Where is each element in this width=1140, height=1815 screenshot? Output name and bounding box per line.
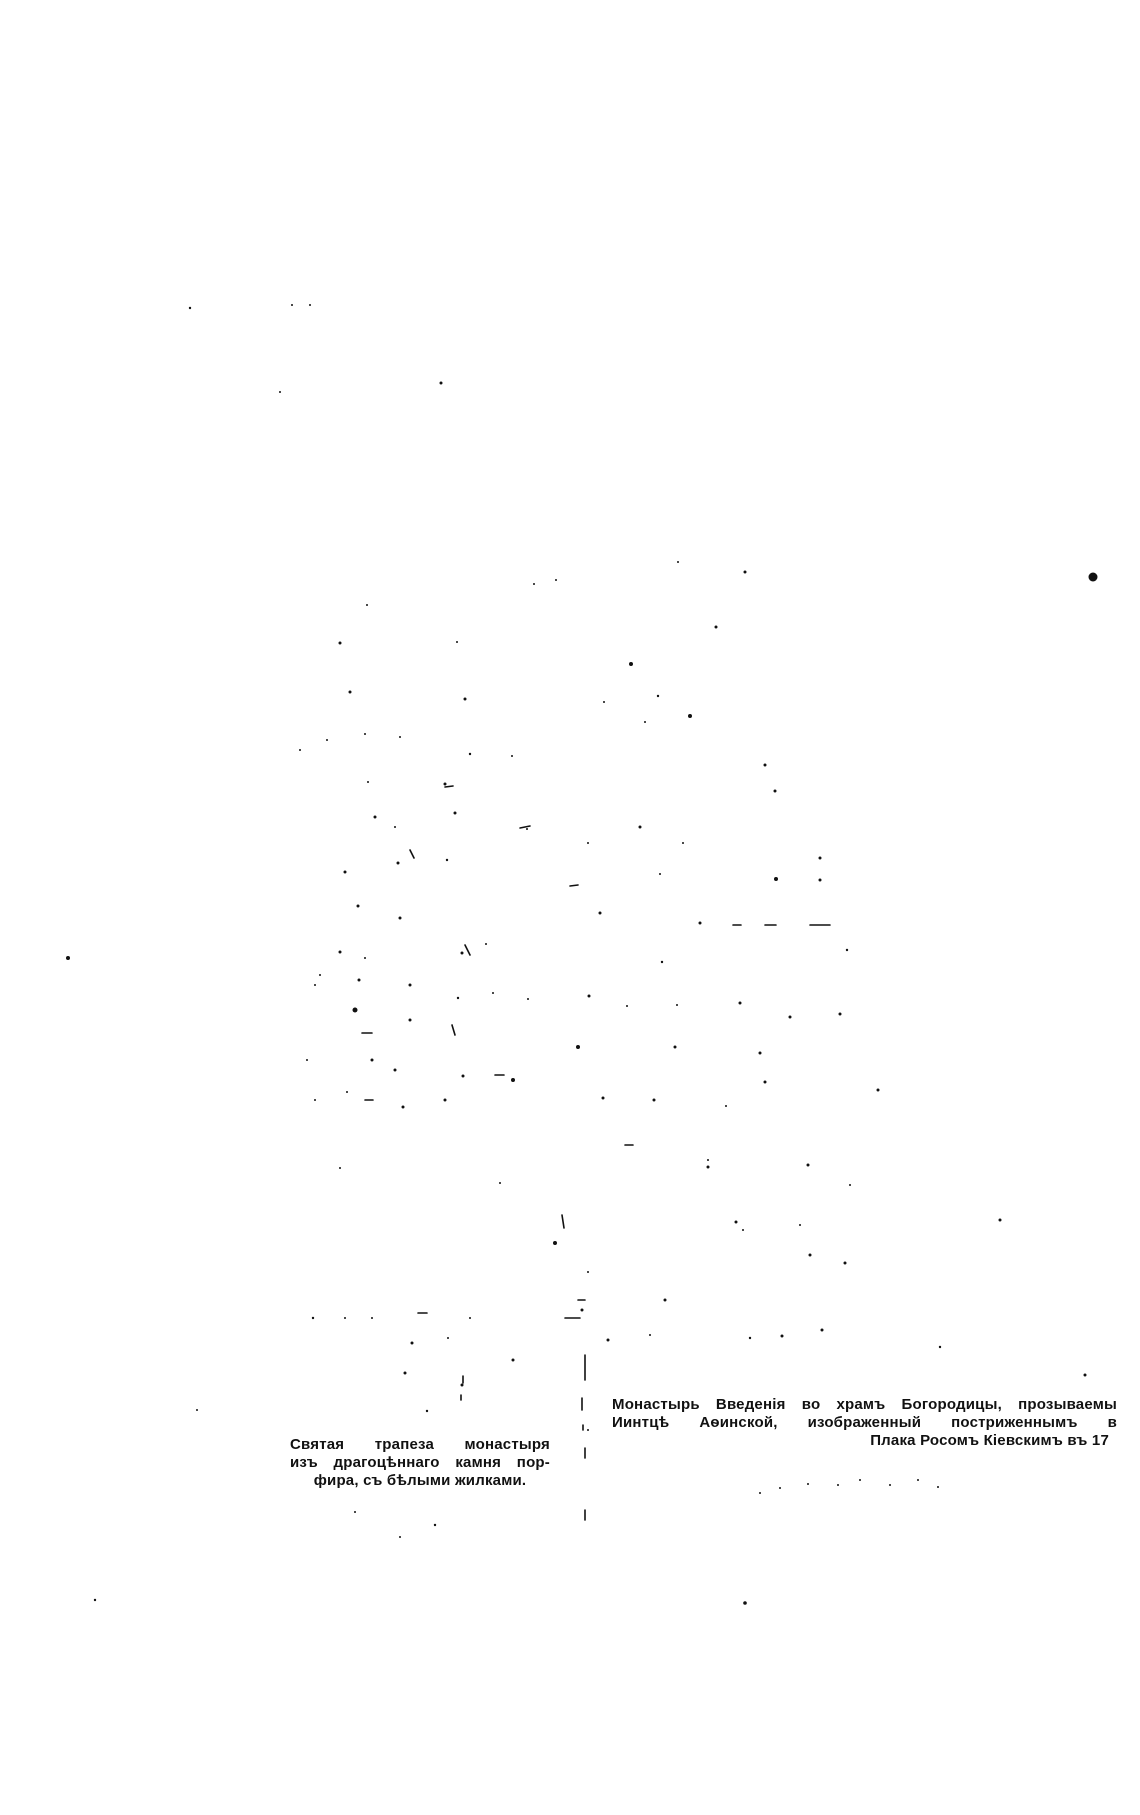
caption-right <box>612 1396 1117 1450</box>
caption-left-line-2: изъ драгоцѣннаго камня пор- <box>290 1454 550 1471</box>
caption-left <box>290 1436 550 1490</box>
caption-right-line-1: Монастырь Введенія во храмъ Богородицы, прозываемы <box>612 1396 1117 1413</box>
caption-left-line-3: фира, съ бѣлыми жилками. <box>313 1472 527 1489</box>
caption-right-line-2: Иинтцѣ Аѳинской, изображенный постриженнымъ в <box>612 1414 1117 1431</box>
caption-left-line-1: Святая трапеза монастыря <box>290 1436 550 1453</box>
caption-right-line-3: Плака Росомъ Кіевскимъ въ 17 <box>870 1432 1109 1449</box>
